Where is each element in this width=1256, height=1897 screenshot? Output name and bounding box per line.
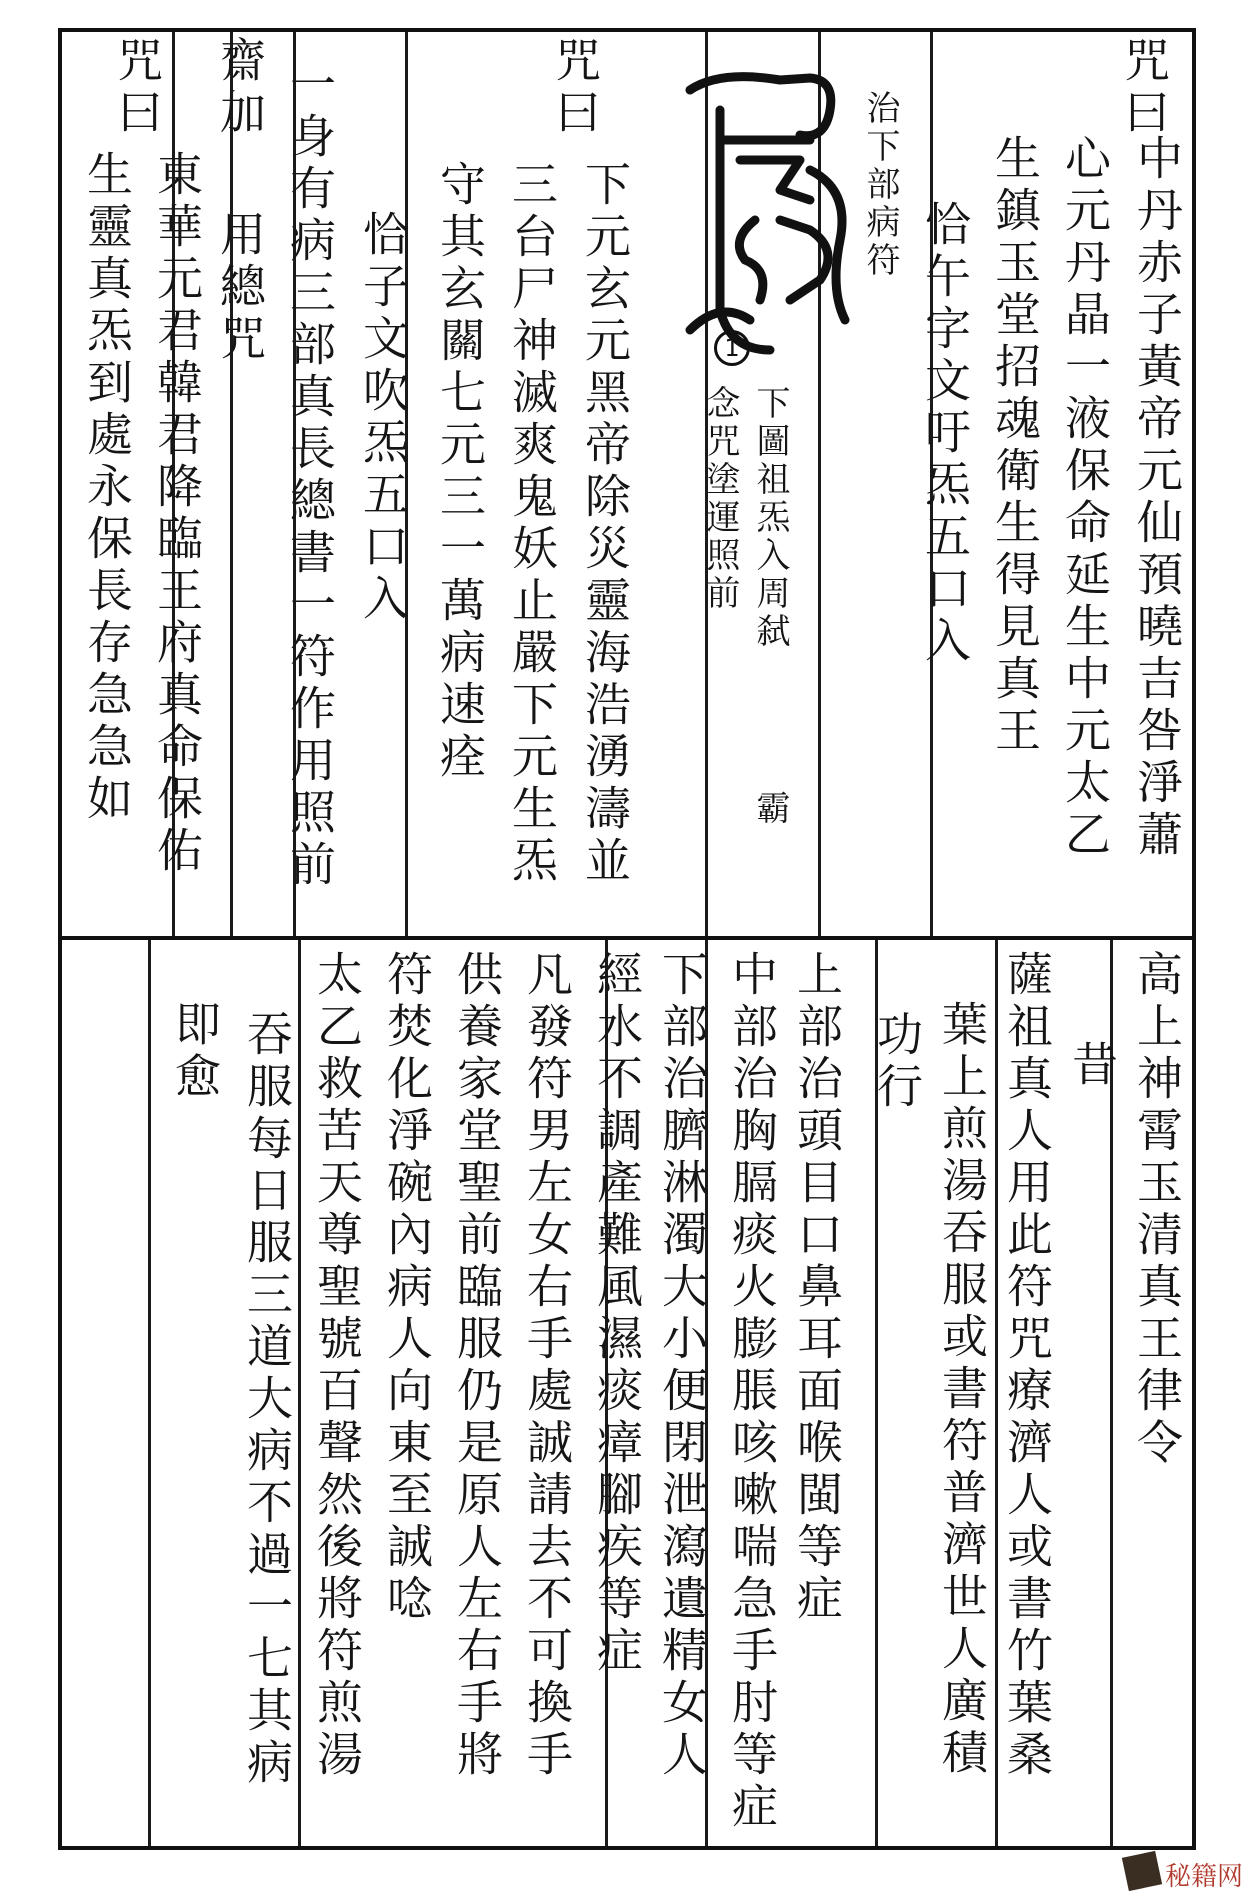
numbered-marker: 1 (714, 330, 750, 366)
top-col-11-heading: 齋加 (213, 36, 267, 140)
bottom-col-9-text: 經水不調產難風濕痰瘴腳疾等症 (590, 950, 644, 1678)
bottom-col-10-text: 凡發符男左女右手處誠請去不可換手 (520, 950, 574, 1782)
top-col-6-text: 下元玄元黑帝除災靈海浩湧濤並 (578, 160, 632, 888)
column-rule (298, 940, 301, 1846)
top-col-3-text: 生鎮玉堂招魂衛生得見真王 (988, 134, 1042, 758)
seal-note-1: 下圖祖炁入周弑 (750, 385, 790, 651)
top-col-13-text: 生靈真炁到處永保長存急急如 (80, 150, 134, 826)
top-col-8-text: 守其玄關七元三一萬病速痊 (433, 160, 487, 784)
top-col-1-heading: 咒曰 (1117, 36, 1171, 140)
top-col-7-text: 三台尸神滅爽鬼妖止嚴下元生炁 (505, 160, 559, 888)
watermark-text: 秘籍网 (1165, 1862, 1244, 1892)
column-rule (148, 940, 151, 1846)
bottom-col-11-text: 供養家堂聖前臨服仍是原人左右手將 (450, 950, 504, 1782)
bottom-col-6-text: 上部治頭目口鼻耳面喉閩等症 (790, 950, 844, 1626)
seal-note-1-tail: 霸 (750, 790, 790, 828)
bottom-col-13-text: 太乙救苦天尊聖號百聲然後將符煎湯 (310, 950, 364, 1782)
bottom-col-12-text: 符焚化淨碗內病人向東至誠唸 (380, 950, 434, 1626)
top-col-10-text: 一身有病三部真長總書一符作用照前 (283, 60, 337, 892)
watermark-seal-icon (1122, 1851, 1162, 1891)
top-col-1-text: 中丹赤子黃帝元仙預曉吉咎淨蕭 (1130, 134, 1184, 862)
bottom-col-14-text: 吞服每日服三道大病不過一七其病 (240, 1010, 294, 1790)
talisman-seal-glyph (660, 50, 860, 360)
bottom-col-2-text: 昔 (1065, 1040, 1119, 1092)
bottom-col-7-text: 中部治胸膈痰火膨脹咳嗽喘急手肘等症 (725, 950, 779, 1834)
bottom-col-15-text: 即愈 (168, 1000, 222, 1104)
seal-note-2: 念咒塗運照前 (700, 385, 740, 613)
top-col-12-text: 東華元君韓君降臨王府真命保佑 (150, 150, 204, 878)
talisman-title: 治下部病符 (860, 90, 900, 280)
column-rule (995, 940, 998, 1846)
top-col-9-text: 恰子文吹炁五口入 (356, 210, 410, 626)
top-col-13-heading: 咒曰 (110, 36, 164, 140)
top-col-2-text: 心元丹晶一液保命延生中元太乙 (1058, 134, 1112, 862)
column-rule (230, 32, 233, 936)
bottom-col-1-text: 高上神霄玉清真王律令 (1130, 950, 1184, 1470)
bottom-col-4-text: 葉上煎湯吞服或書符普濟世人廣積 (935, 1000, 989, 1780)
bottom-col-8-text: 下部治臍淋濁大小便閉泄瀉遺精女人 (655, 950, 709, 1782)
top-col-6-heading: 咒曰 (548, 36, 602, 140)
top-col-4-text: 恰午字文吁炁五口入 (918, 200, 972, 668)
site-watermark (1125, 1852, 1253, 1892)
bottom-col-5-text: 功行 (870, 1010, 924, 1114)
top-col-11-text: 用總咒 (213, 210, 267, 366)
horizontal-divider (58, 936, 1196, 940)
bottom-col-3-text: 薩祖真人用此符咒療濟人或書竹葉桑 (1000, 950, 1054, 1782)
